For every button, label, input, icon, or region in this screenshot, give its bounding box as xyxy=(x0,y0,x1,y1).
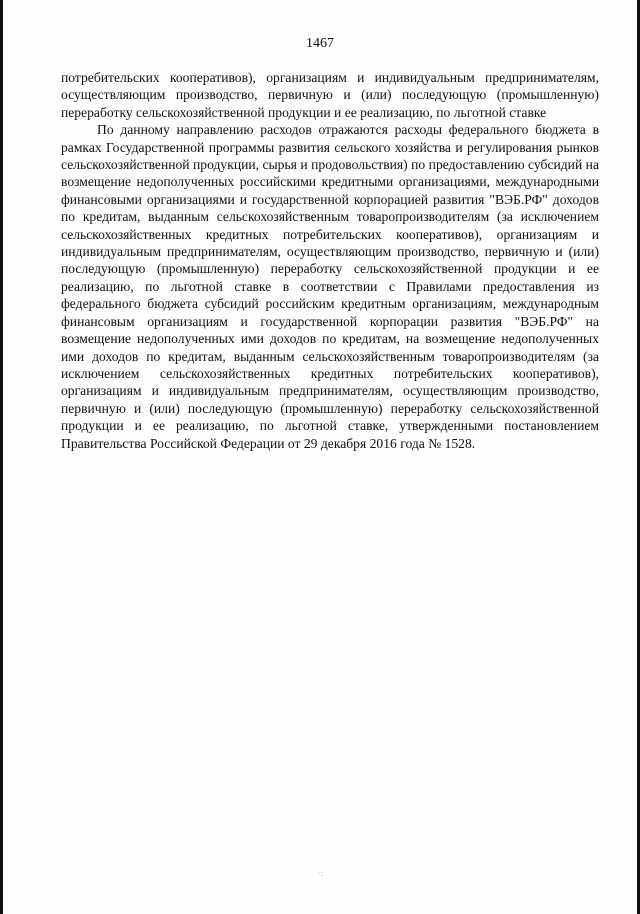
paragraph-main: По данному направлению расходов отражаются расходы федерального бюджета в рамках Государственной программы развития сельского хозяйства и регулирования рынков сельскохозяйственной продукции, сырья и продовольствия) по предоставлению субсидий на возмещение недополученных российскими кредитными организациями, международными финансовыми организациями и государственной корпорацией развития "ВЭБ.РФ" доходов по кредитам, выданным сельскохозяйственным товаропроизводителям (за исключением сельскохозяйственных кредитных потребительских кооперативов), организациям и индивидуальным предпринимателям, осуществляющим производство, первичную и (или) последующую (промышленную) переработку сельскохозяйственной продукции и ее реализацию, по льготной ставке в соответствии с Правилами предоставления из федерального бюджета субсидий российским кредитным организациям, международным финансовым организациям и государственной корпорации развития "ВЭБ.РФ" на возмещение недополученных ими доходов по кредитам, на возмещение недополученных ими доходов по кредитам, выданным сельскохозяйственным товаропроизводителям (за исключением сельскохозяйственных кредитных потребительских кооперативов), организациям и индивидуальным предпринимателям, осуществляющим производство, первичную и (или) последующую (промышленную) переработку сельскохозяйственной продукции и ее реализацию, по льготной ставке, утвержденными постановлением Правительства Российской Федерации от 29 декабря 2016 года № 1528. xyxy=(61,122,599,451)
scan-edge-left xyxy=(0,0,3,914)
body-text xyxy=(61,69,599,452)
scan-speck: ·: xyxy=(318,869,324,878)
page-number: 1467 xyxy=(306,36,334,51)
paragraph-continuation: потребительских кооперативов), организациям и индивидуальным предпринимателям, осуществляющим производство, первичную и (или) последующую (промышленную) переработку сельскохозяйственной продукции и ее реализацию, по льготной ставке xyxy=(61,70,599,120)
